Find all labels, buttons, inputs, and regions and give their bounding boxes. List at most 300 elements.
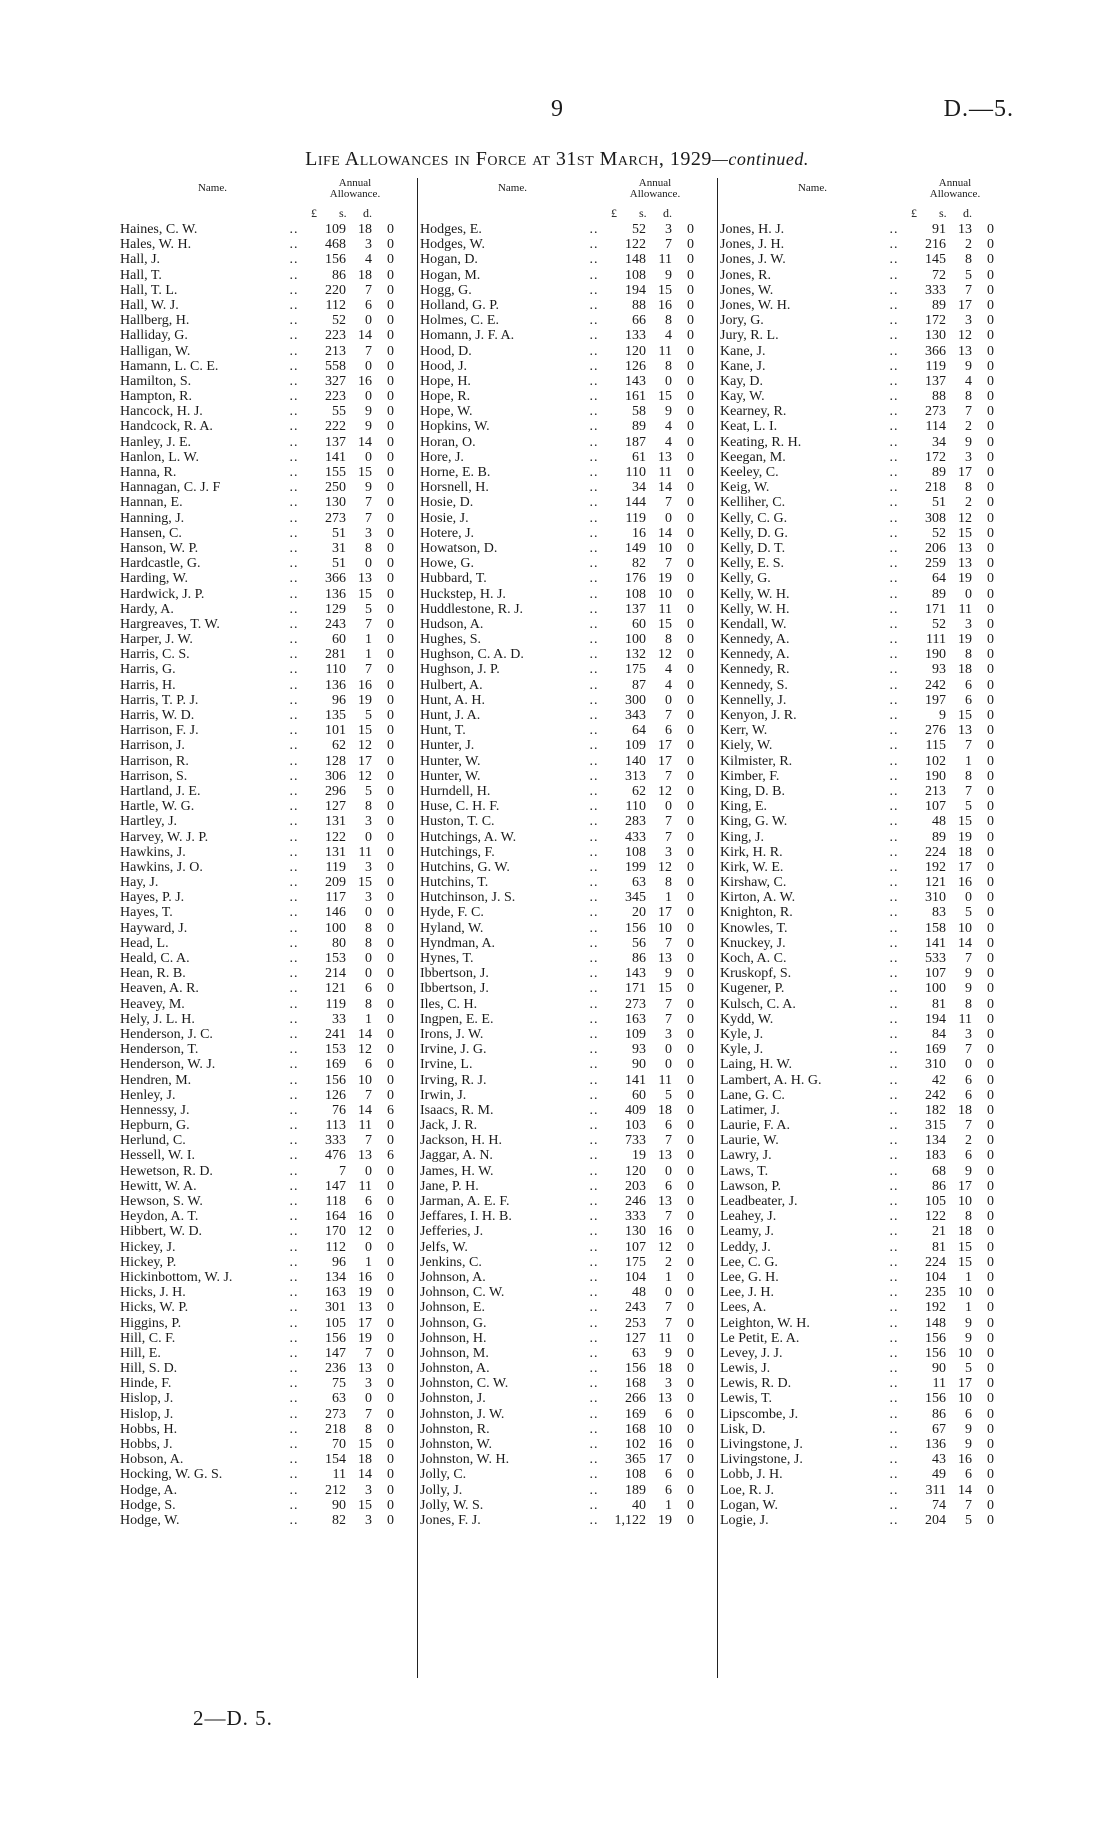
amount-shillings: 7: [965, 1118, 972, 1134]
amount-pence: 0: [387, 601, 394, 617]
leader-dots: ..: [889, 799, 899, 815]
amount-pounds: 132: [625, 647, 646, 663]
amount-pounds: 156: [925, 1330, 946, 1346]
amount-pounds: 81: [932, 1239, 946, 1255]
recipient-name: King, E.: [720, 799, 768, 815]
recipient-name: Hyndman, A.: [420, 935, 496, 951]
leader-dots: ..: [289, 358, 299, 374]
amount-shillings: 11: [358, 1178, 372, 1194]
recipient-name: Jory, G.: [720, 313, 764, 329]
recipient-name: Hessell, W. I.: [120, 1148, 196, 1164]
recipient-name: Homann, J. F. A.: [420, 328, 515, 344]
amount-pence: 0: [687, 1178, 694, 1194]
amount-pounds: 433: [625, 829, 646, 845]
recipient-name: Hall, T. L.: [120, 282, 178, 298]
amount-shillings: 4: [365, 252, 372, 268]
amount-pence: 0: [387, 222, 394, 237]
amount-pounds: 108: [625, 844, 646, 860]
amount-pounds: 156: [925, 1345, 946, 1361]
leader-dots: ..: [889, 783, 899, 799]
leader-dots: ..: [889, 222, 899, 237]
amount-pounds: 100: [325, 920, 346, 936]
amount-shillings: 13: [658, 449, 672, 465]
amount-pounds: 103: [625, 1118, 646, 1134]
recipient-name: Hughes, S.: [420, 632, 482, 648]
amount-shillings: 7: [365, 662, 372, 678]
recipient-name: Hopkins, W.: [420, 419, 490, 435]
amount-pence: 0: [687, 1345, 694, 1361]
amount-pounds: 175: [625, 662, 646, 678]
amount-pounds: 281: [325, 647, 346, 663]
amount-pounds: 311: [925, 1482, 946, 1498]
amount-pence: 0: [687, 540, 694, 556]
amount-pence: 0: [987, 1194, 994, 1209]
recipient-name: Horan, O.: [420, 434, 476, 450]
recipient-name: Hobbs, J.: [120, 1437, 173, 1452]
amount-pence: 0: [687, 1391, 694, 1407]
amount-pence: 0: [987, 1269, 994, 1285]
leader-dots: ..: [289, 313, 299, 329]
amount-pence: 0: [687, 1118, 694, 1134]
amount-pence: 0: [387, 434, 394, 450]
amount-pounds: 109: [625, 738, 646, 754]
amount-pence: 0: [987, 1224, 994, 1240]
amount-pence: 0: [987, 434, 994, 450]
amount-pence: 0: [687, 556, 694, 572]
leader-dots: ..: [589, 662, 599, 678]
recipient-name: Hely, J. L. H.: [120, 1011, 195, 1027]
amount-pounds: 120: [625, 343, 646, 359]
leader-dots: ..: [289, 404, 299, 420]
leader-dots: ..: [289, 540, 299, 556]
table-row: [720, 1483, 1020, 1498]
amount-pounds: 137: [925, 373, 946, 389]
amount-shillings: 6: [665, 1118, 672, 1134]
amount-pence: 0: [687, 1376, 694, 1392]
recipient-name: Leahey, J.: [720, 1209, 777, 1225]
recipient-name: Kelly, C. G.: [720, 510, 788, 526]
leader-dots: ..: [289, 1512, 299, 1528]
amount-shillings: 1: [965, 1269, 972, 1285]
amount-shillings: 5: [965, 799, 972, 815]
recipient-name: Holmes, C. E.: [420, 313, 499, 329]
amount-pence: 0: [987, 449, 994, 465]
amount-pence: 0: [987, 890, 994, 906]
amount-pence: 0: [987, 935, 994, 951]
table-row: [720, 419, 1020, 434]
amount-shillings: 15: [358, 465, 372, 480]
amount-pence: 0: [387, 1406, 394, 1422]
leader-dots: ..: [589, 1315, 599, 1331]
amount-shillings: 15: [958, 1239, 972, 1255]
amount-pounds: 110: [325, 662, 346, 678]
amount-pence: 0: [387, 389, 394, 405]
amount-shillings: 1: [365, 647, 372, 663]
amount-pounds: 197: [925, 692, 946, 708]
leader-dots: ..: [289, 297, 299, 313]
recipient-name: Johnston, J. W.: [420, 1406, 505, 1422]
allowance-label: Allowance.: [329, 188, 381, 200]
amount-shillings: 15: [958, 1254, 972, 1270]
amount-pence: 0: [387, 768, 394, 784]
recipient-name: Hancock, H. J.: [120, 404, 203, 420]
table-row: [720, 526, 1020, 541]
amount-pence: 0: [687, 768, 694, 784]
amount-pence: 0: [687, 343, 694, 359]
amount-pounds: 169: [925, 1042, 946, 1058]
amount-pounds: 163: [325, 1285, 346, 1301]
leader-dots: ..: [889, 1026, 899, 1042]
recipient-name: Hean, R. B.: [120, 966, 186, 982]
amount-pence: 0: [687, 814, 694, 830]
leader-dots: ..: [589, 738, 599, 754]
leader-dots: ..: [589, 1254, 599, 1270]
recipient-name: Hunt, T.: [420, 723, 466, 739]
leader-dots: ..: [889, 465, 899, 480]
table-row: [720, 830, 1020, 845]
leader-dots: ..: [589, 540, 599, 556]
amount-pence: 0: [987, 677, 994, 693]
amount-pence: 0: [687, 829, 694, 845]
table-row: [720, 435, 1020, 450]
recipient-name: Kirk, W. E.: [720, 859, 784, 875]
amount-shillings: 5: [965, 267, 972, 283]
amount-pounds: 52: [932, 616, 946, 632]
table-row: [120, 860, 420, 875]
table-row: [120, 435, 420, 450]
table-row: [420, 875, 720, 890]
amount-shillings: 6: [665, 1482, 672, 1498]
amount-pounds: 137: [325, 434, 346, 450]
recipient-name: Hicks, W. P.: [120, 1300, 189, 1316]
amount-pounds: 366: [925, 343, 946, 359]
amount-shillings: 12: [958, 328, 972, 344]
recipient-name: Kane, J.: [720, 343, 766, 359]
column-divider: [717, 178, 718, 1678]
table-row: [720, 374, 1020, 389]
amount-shillings: 14: [658, 480, 672, 496]
amount-pence: 0: [687, 1300, 694, 1316]
leader-dots: ..: [289, 905, 299, 921]
amount-pounds: 121: [325, 981, 346, 997]
amount-pence: 0: [687, 935, 694, 951]
leader-dots: ..: [289, 723, 299, 739]
amount-pounds: 104: [925, 1269, 946, 1285]
amount-pence: 0: [987, 692, 994, 708]
recipient-name: Lee, J. H.: [720, 1285, 775, 1301]
recipient-name: King, G. W.: [720, 814, 788, 830]
amount-pounds: 63: [632, 875, 646, 891]
recipient-name: Kennedy, A.: [720, 632, 790, 648]
leader-dots: ..: [589, 556, 599, 572]
recipient-name: Keat, L. I.: [720, 419, 778, 435]
amount-pence: 0: [387, 677, 394, 693]
amount-shillings: 5: [365, 783, 372, 799]
table-row: [420, 1467, 720, 1482]
amount-shillings: 16: [358, 1269, 372, 1285]
recipient-name: Hope, W.: [420, 404, 473, 420]
amount-pence: 0: [987, 1330, 994, 1346]
amount-pounds: 206: [925, 540, 946, 556]
amount-shillings: 1: [965, 1300, 972, 1316]
amount-pounds: 75: [332, 1376, 346, 1392]
recipient-name: Jaggar, A. N.: [420, 1148, 493, 1164]
table-row: [120, 617, 420, 632]
leader-dots: ..: [889, 1072, 899, 1088]
recipient-name: Higgins, P.: [120, 1315, 182, 1331]
amount-shillings: 0: [665, 1042, 672, 1058]
amount-shillings: 0: [965, 586, 972, 602]
recipient-name: Jolly, C.: [420, 1467, 467, 1483]
amount-shillings: 1: [665, 1497, 672, 1513]
amount-pence: 0: [687, 404, 694, 420]
amount-pence: 0: [687, 890, 694, 906]
amount-pence: 0: [387, 1512, 394, 1528]
table-row: [120, 1224, 420, 1239]
recipient-name: Hulbert, A.: [420, 677, 483, 693]
amount-pence: 0: [387, 1133, 394, 1149]
recipient-name: Jury, R. L.: [720, 328, 779, 344]
amount-pounds: 118: [325, 1194, 346, 1209]
amount-shillings: 3: [365, 237, 372, 253]
leader-dots: ..: [589, 1300, 599, 1316]
leader-dots: ..: [589, 343, 599, 359]
table-row: [720, 1346, 1020, 1361]
leader-dots: ..: [289, 677, 299, 693]
amount-pence: 0: [387, 1011, 394, 1027]
leader-dots: ..: [589, 829, 599, 845]
table-row: [420, 769, 720, 784]
table-row: [420, 283, 720, 298]
table-row: [420, 1255, 720, 1270]
amount-shillings: 13: [358, 1361, 372, 1377]
recipient-name: Kelly, D. T.: [720, 540, 786, 556]
recipient-name: Henderson, J. C.: [120, 1026, 213, 1042]
recipient-name: Johnston, C. W.: [420, 1376, 509, 1392]
amount-pounds: 163: [625, 1011, 646, 1027]
leader-dots: ..: [889, 282, 899, 298]
leader-dots: ..: [589, 1163, 599, 1179]
amount-shillings: 7: [365, 282, 372, 298]
amount-pence: 0: [687, 1072, 694, 1088]
amount-pounds: 333: [925, 282, 946, 298]
leader-dots: ..: [889, 1133, 899, 1149]
amount-pence: 0: [387, 495, 394, 511]
amount-pence: 0: [687, 1406, 694, 1422]
table-row: [420, 1073, 720, 1088]
table-row: [420, 374, 720, 389]
amount-pounds: 310: [925, 890, 946, 906]
leader-dots: ..: [889, 647, 899, 663]
amount-shillings: 8: [965, 1209, 972, 1225]
leader-dots: ..: [889, 525, 899, 541]
recipient-name: Hargreaves, T. W.: [120, 616, 220, 632]
recipient-name: Hurndell, H.: [420, 783, 491, 799]
amount-pence: 0: [987, 1102, 994, 1118]
amount-pence: 0: [687, 222, 694, 237]
amount-shillings: 0: [365, 358, 372, 374]
recipient-name: Lee, C. G.: [720, 1254, 778, 1270]
leader-dots: ..: [589, 1285, 599, 1301]
amount-pounds: 306: [325, 768, 346, 784]
table-row: [120, 283, 420, 298]
recipient-name: Hall, J.: [120, 252, 161, 268]
amount-shillings: 2: [965, 495, 972, 511]
table-row: [720, 1073, 1020, 1088]
recipient-name: Kyle, J.: [720, 1042, 764, 1058]
table-row: [720, 1240, 1020, 1255]
table-row: [120, 1073, 420, 1088]
leader-dots: ..: [889, 951, 899, 966]
table-row: [420, 252, 720, 267]
table-row: [720, 1407, 1020, 1422]
amount-shillings: 0: [665, 799, 672, 815]
amount-pounds: 140: [625, 753, 646, 769]
table-row: [720, 404, 1020, 419]
recipient-name: Hood, J.: [420, 358, 468, 374]
recipient-name: Hartle, W. G.: [120, 799, 195, 815]
recipient-name: Hunter, J.: [420, 738, 475, 754]
leader-dots: ..: [289, 222, 299, 237]
table-row: [720, 905, 1020, 920]
column-header: [420, 178, 720, 222]
recipient-name: Lawson, P.: [720, 1178, 782, 1194]
amount-pence: 0: [987, 753, 994, 769]
recipient-name: Leighton, W. H.: [720, 1315, 810, 1331]
leader-dots: ..: [289, 1026, 299, 1042]
amount-shillings: 19: [358, 692, 372, 708]
recipient-name: Jolly, J.: [420, 1482, 463, 1498]
table-row: [120, 571, 420, 586]
amount-shillings: 1: [365, 1011, 372, 1027]
table-row: [720, 769, 1020, 784]
amount-pounds: 158: [925, 920, 946, 936]
leader-dots: ..: [889, 753, 899, 769]
recipient-name: Johnston, A.: [420, 1361, 490, 1377]
amount-shillings: 11: [658, 601, 672, 617]
recipient-name: Kydd, W.: [720, 1011, 774, 1027]
amount-shillings: 17: [958, 859, 972, 875]
amount-pence: 0: [987, 1300, 994, 1316]
amount-pence: 0: [987, 373, 994, 389]
amount-pence: 0: [987, 540, 994, 556]
leader-dots: ..: [889, 540, 899, 556]
amount-shillings: 19: [358, 1285, 372, 1301]
leader-dots: ..: [589, 1148, 599, 1164]
amount-shillings: 0: [665, 510, 672, 526]
amount-pence: 0: [687, 799, 694, 815]
amount-pence: 0: [687, 1087, 694, 1103]
leader-dots: ..: [289, 935, 299, 951]
recipient-name: Johnston, W. H.: [420, 1452, 510, 1468]
amount-pounds: 136: [325, 677, 346, 693]
amount-pence: 0: [687, 1437, 694, 1452]
amount-shillings: 15: [358, 1497, 372, 1513]
amount-shillings: 18: [958, 844, 972, 860]
amount-shillings: 6: [665, 723, 672, 739]
amount-shillings: 5: [965, 1361, 972, 1377]
amount-pounds: 137: [625, 601, 646, 617]
column-header: [120, 178, 420, 222]
amount-pence: 0: [687, 373, 694, 389]
amount-pounds: 7: [339, 1163, 346, 1179]
leader-dots: ..: [889, 1345, 899, 1361]
amount-pounds: 168: [625, 1421, 646, 1437]
amount-pounds: 276: [925, 723, 946, 739]
table-row: [120, 1331, 420, 1346]
recipient-name: Kennelly, J.: [720, 692, 787, 708]
recipient-name: Livingstone, J.: [720, 1437, 803, 1452]
amount-shillings: 3: [365, 1376, 372, 1392]
amount-pence: 0: [987, 237, 994, 253]
amount-pence: 0: [387, 343, 394, 359]
table-row: [120, 328, 420, 343]
recipient-name: Johnson, E.: [420, 1300, 485, 1316]
amount-pence: 0: [987, 252, 994, 268]
leader-dots: ..: [889, 1315, 899, 1331]
amount-shillings: 2: [665, 1254, 672, 1270]
recipient-name: Heaven, A. R.: [120, 981, 199, 997]
amount-shillings: 5: [665, 1087, 672, 1103]
table-row: [420, 1452, 720, 1467]
amount-pounds: 253: [625, 1315, 646, 1331]
leader-dots: ..: [589, 495, 599, 511]
table-row: [720, 328, 1020, 343]
amount-pounds: 60: [632, 616, 646, 632]
amount-pounds: 119: [625, 510, 646, 526]
recipient-name: Lane, G. C.: [720, 1087, 785, 1103]
amount-shillings: 8: [965, 996, 972, 1012]
table-row: [420, 1133, 720, 1148]
amount-pounds: 82: [632, 556, 646, 572]
leader-dots: ..: [589, 1361, 599, 1377]
amount-pence: 0: [687, 996, 694, 1012]
recipient-name: Kugener, P.: [720, 981, 785, 997]
recipient-name: Herlund, C.: [120, 1133, 186, 1149]
amount-pounds: 48: [932, 814, 946, 830]
recipient-name: Hay, J.: [120, 875, 159, 891]
amount-pence: 0: [987, 1163, 994, 1179]
leader-dots: ..: [889, 1376, 899, 1392]
recipient-name: Jolly, W. S.: [420, 1497, 484, 1513]
leader-dots: ..: [589, 905, 599, 921]
amount-pounds: 146: [325, 905, 346, 921]
amount-shillings: 5: [365, 708, 372, 723]
recipient-name: Johnson, H.: [420, 1330, 487, 1346]
recipient-name: Kelliher, C.: [720, 495, 786, 511]
amount-pence: 0: [387, 996, 394, 1012]
amount-pounds: 1,122: [614, 1512, 646, 1528]
recipient-name: Johnson, G.: [420, 1315, 487, 1331]
recipient-name: Leadbeater, J.: [720, 1194, 798, 1209]
amount-pence: 0: [387, 966, 394, 982]
recipient-name: Kyle, J.: [720, 1026, 764, 1042]
table-row: [720, 1361, 1020, 1376]
amount-pounds: 130: [925, 328, 946, 344]
amount-pounds: 182: [925, 1102, 946, 1118]
amount-pounds: 21: [932, 1224, 946, 1240]
leader-dots: ..: [289, 1163, 299, 1179]
leader-dots: ..: [889, 814, 899, 830]
amount-pence: 0: [387, 419, 394, 435]
amount-shillings: 7: [365, 616, 372, 632]
pence-unit: d.: [363, 206, 372, 220]
amount-shillings: 3: [365, 525, 372, 541]
amount-pounds: 64: [932, 571, 946, 587]
amount-pounds: 63: [332, 1391, 346, 1407]
leader-dots: ..: [289, 616, 299, 632]
leader-dots: ..: [289, 1467, 299, 1483]
